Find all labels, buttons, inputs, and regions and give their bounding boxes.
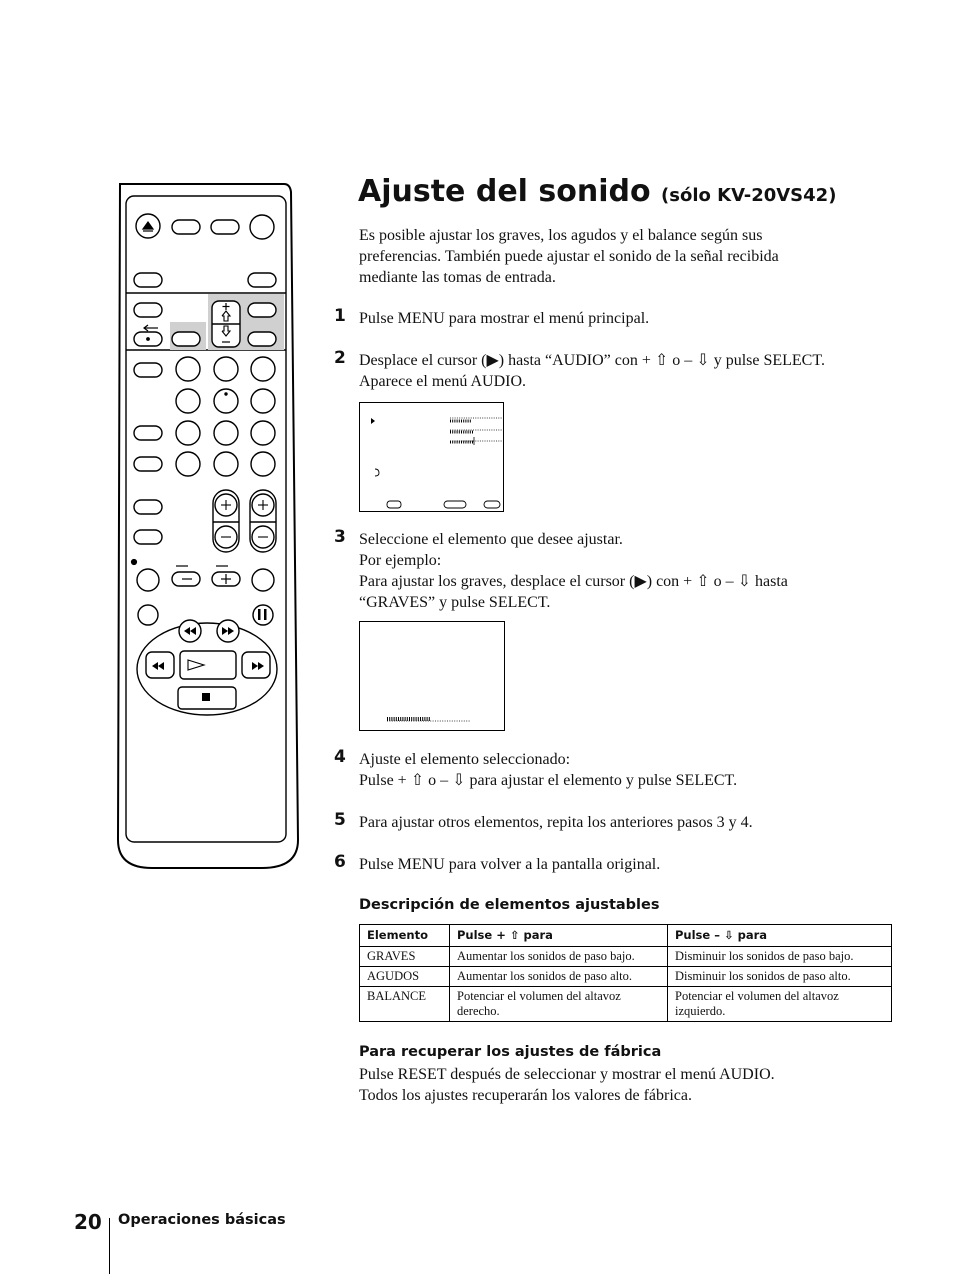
step-number-5: 5 bbox=[334, 810, 346, 830]
table-header-row bbox=[360, 925, 892, 947]
table-cell: BALANCE bbox=[360, 987, 450, 1022]
section-name: Operaciones básicas bbox=[118, 1212, 286, 1228]
table-cell: Aumentar los sonidos de paso alto. bbox=[450, 967, 668, 987]
intro-paragraph: Es posible ajustar los graves, los agudos y el balance según sus preferencias. También puede ajustar el sonido de la señal recibida mediante las tomas de entrada. bbox=[359, 227, 779, 286]
table-cell: Potenciar el volumen del altavoz izquierdo. bbox=[668, 987, 892, 1022]
remote-control-illustration bbox=[112, 180, 302, 870]
audio-menu-screen bbox=[359, 402, 504, 512]
table-cell: AGUDOS bbox=[360, 967, 450, 987]
table-cell: Disminuir los sonidos de paso alto. bbox=[668, 967, 892, 987]
table-cell: Aumentar los sonidos de paso bajo. bbox=[450, 947, 668, 967]
step-3-instruction: Para ajustar los graves, desplace el cursor (▶) con + ⇧ o – ⇩ hasta bbox=[359, 573, 788, 590]
step-3-instruction-cont: “GRAVES” y pulse SELECT. bbox=[359, 594, 551, 611]
table-cell: Disminuir los sonidos de paso bajo. bbox=[668, 947, 892, 967]
graves-adjust-screen bbox=[359, 621, 505, 731]
reset-line-2: Todos los ajustes recuperarán los valores de fábrica. bbox=[359, 1087, 692, 1104]
step-number-1: 1 bbox=[334, 306, 346, 326]
step-1-text: Pulse MENU para mostrar el menú principal. bbox=[359, 310, 650, 327]
page-title bbox=[358, 172, 836, 216]
table-cell: GRAVES bbox=[360, 947, 450, 967]
table-row bbox=[360, 947, 892, 967]
table-cell: Potenciar el volumen del altavoz derecho. bbox=[450, 987, 668, 1022]
step-4-text: Ajuste el elemento seleccionado: bbox=[359, 751, 571, 768]
step-number-3: 3 bbox=[334, 527, 346, 547]
column-header-plus: Pulse + ⇧ para bbox=[450, 925, 668, 947]
step-4-instruction: Pulse + ⇧ o – ⇩ para ajustar el elemento y pulse SELECT. bbox=[359, 772, 738, 789]
footer-divider bbox=[109, 1218, 110, 1274]
title-model-note: (sólo KV-20VS42) bbox=[661, 185, 837, 206]
table-row bbox=[360, 967, 892, 987]
table-heading: Descripción de elementos ajustables bbox=[359, 897, 660, 913]
reset-heading: Para recuperar los ajustes de fábrica bbox=[359, 1044, 662, 1060]
step-2-text: Desplace el cursor (▶) hasta “AUDIO” con + ⇧ o – ⇩ y pulse SELECT. bbox=[359, 352, 825, 369]
page-number: 20 bbox=[74, 1210, 102, 1234]
step-number-4: 4 bbox=[334, 747, 346, 767]
step-number-6: 6 bbox=[334, 852, 346, 872]
step-5-text: Para ajustar otros elementos, repita los anteriores pasos 3 y 4. bbox=[359, 814, 753, 831]
menu-cursor-icon bbox=[371, 418, 375, 424]
step-3-example: Por ejemplo: bbox=[359, 552, 442, 569]
step-6-text: Pulse MENU para volver a la pantalla original. bbox=[359, 856, 661, 873]
step-number-2: 2 bbox=[334, 348, 346, 368]
return-icon bbox=[375, 469, 379, 476]
reset-line-1: Pulse RESET después de seleccionar y mostrar el menú AUDIO. bbox=[359, 1066, 775, 1083]
title-main: Ajuste del sonido bbox=[358, 174, 651, 209]
adjustable-items-table bbox=[359, 924, 892, 1022]
column-header-item: Elemento bbox=[360, 925, 450, 947]
table-row bbox=[360, 987, 892, 1022]
column-header-minus: Pulse – ⇩ para bbox=[668, 925, 892, 947]
step-3-text: Seleccione el elemento que desee ajustar. bbox=[359, 531, 623, 548]
step-2-result: Aparece el menú AUDIO. bbox=[359, 373, 527, 390]
